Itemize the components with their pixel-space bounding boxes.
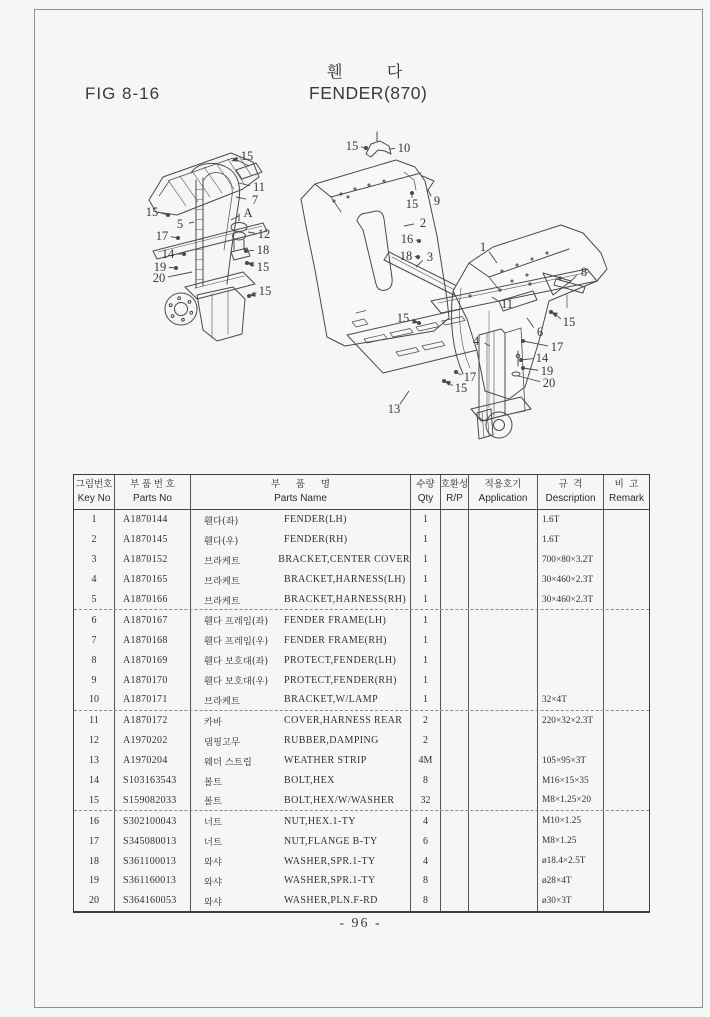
cell-application xyxy=(469,771,538,791)
cell-qty: 8 xyxy=(411,771,441,791)
cell-application xyxy=(469,731,538,751)
cell-parts-name: 너트 NUT,HEX.1-TY xyxy=(191,811,411,831)
cell-qty: 1 xyxy=(411,650,441,670)
cell-remark xyxy=(604,771,649,791)
leader-line xyxy=(168,272,192,277)
cell-parts-no: S345080013 xyxy=(115,831,191,851)
parts-table-body xyxy=(74,510,649,911)
callout-label: 5 xyxy=(176,217,184,231)
leader-line xyxy=(189,222,194,223)
callout-label: 8 xyxy=(580,265,588,279)
header-cell: 그림번호 Key No xyxy=(74,475,115,509)
cell-qty: 32 xyxy=(411,790,441,810)
callout-label: 2 xyxy=(419,216,427,230)
cell-description: ø18.4×2.5T xyxy=(538,851,604,871)
cell-qty: 4M xyxy=(411,751,441,771)
cell-rp xyxy=(441,711,469,731)
leader-line xyxy=(248,232,255,233)
callout-label: A xyxy=(243,206,253,220)
cell-remark xyxy=(604,871,649,891)
table-row xyxy=(74,530,649,550)
callout-label: 15 xyxy=(454,381,468,395)
table-row xyxy=(74,891,649,911)
cell-key-no: 16 xyxy=(74,811,115,831)
table-row xyxy=(74,790,649,810)
cell-qty: 1 xyxy=(411,610,441,630)
cell-remark xyxy=(604,510,649,530)
cell-key-no: 1 xyxy=(74,510,115,530)
cell-application xyxy=(469,711,538,731)
fastener-dot xyxy=(417,321,421,325)
header-cell: 부 품 번 호 Parts No xyxy=(115,475,191,509)
cell-qty: 1 xyxy=(411,570,441,590)
table-row xyxy=(74,710,649,731)
cell-rp xyxy=(441,871,469,891)
table-row xyxy=(74,771,649,791)
cell-description: ø30×3T xyxy=(538,891,604,911)
callout-label: 15 xyxy=(258,284,272,298)
table-row xyxy=(74,630,649,650)
cell-qty: 8 xyxy=(411,871,441,891)
callout-label: 15 xyxy=(396,311,410,325)
cell-description: 1.6T xyxy=(538,530,604,550)
cell-key-no: 12 xyxy=(74,731,115,751)
cell-rp xyxy=(441,831,469,851)
callout-label: 19 xyxy=(153,260,167,274)
cell-remark xyxy=(604,570,649,590)
cell-application xyxy=(469,891,538,911)
cell-parts-no: A1870171 xyxy=(115,690,191,710)
fastener-dot xyxy=(519,358,523,362)
callout-label: 15 xyxy=(145,205,159,219)
cell-parts-name: 와샤 WASHER,SPR.1-TY xyxy=(191,851,411,871)
cell-remark xyxy=(604,851,649,871)
cell-parts-name: 휀다 프레임(우) FENDER FRAME(RH) xyxy=(191,630,411,650)
cell-remark xyxy=(604,530,649,550)
table-row xyxy=(74,510,649,530)
cell-parts-no: A1870168 xyxy=(115,630,191,650)
cell-description: 32×4T xyxy=(538,690,604,710)
cell-key-no: 20 xyxy=(74,891,115,911)
table-row xyxy=(74,690,649,710)
cell-parts-no: A1870144 xyxy=(115,510,191,530)
cell-application xyxy=(469,530,538,550)
header-cell: 적용호기 Application xyxy=(469,475,538,509)
callout-label: 19 xyxy=(540,364,554,378)
cell-key-no: 17 xyxy=(74,831,115,851)
cell-description xyxy=(538,670,604,690)
table-row xyxy=(74,570,649,590)
cell-application xyxy=(469,831,538,851)
cell-rp xyxy=(441,790,469,810)
table-row xyxy=(74,831,649,851)
cell-parts-name: 너트 NUT,FLANGE B-TY xyxy=(191,831,411,851)
leader-arrowhead xyxy=(231,157,238,162)
cell-description: 220×32×2.3T xyxy=(538,711,604,731)
cell-parts-name: 볼트 BOLT,HEX/W/WASHER xyxy=(191,790,411,810)
cell-remark xyxy=(604,731,649,751)
cell-key-no: 18 xyxy=(74,851,115,871)
cell-application xyxy=(469,550,538,570)
cell-key-no: 5 xyxy=(74,590,115,610)
cell-description xyxy=(538,650,604,670)
fastener-dot xyxy=(454,370,458,374)
callout-label: 11 xyxy=(252,180,266,194)
parts-table-header xyxy=(74,475,649,510)
cell-remark xyxy=(604,711,649,731)
table-row xyxy=(74,810,649,831)
cell-application xyxy=(469,570,538,590)
cell-rp xyxy=(441,650,469,670)
cell-rp xyxy=(441,550,469,570)
cell-application xyxy=(469,510,538,530)
fastener-dot xyxy=(182,252,186,256)
figure-number: FIG 8-16 xyxy=(85,84,161,103)
fastener-dot xyxy=(416,255,420,259)
cell-parts-name: 댐핑고무 RUBBER,DAMPING xyxy=(191,731,411,751)
callout-label: 10 xyxy=(397,141,411,155)
cell-application xyxy=(469,851,538,871)
leader-line xyxy=(400,391,409,404)
cell-parts-no: A1870165 xyxy=(115,570,191,590)
table-row xyxy=(74,871,649,891)
cell-qty: 8 xyxy=(411,891,441,911)
lamp-clamp-art xyxy=(366,132,391,157)
cell-application xyxy=(469,670,538,690)
fastener-dot xyxy=(549,310,553,314)
cell-remark xyxy=(604,790,649,810)
cell-description: M8×1.25×20 xyxy=(538,790,604,810)
cell-key-no: 10 xyxy=(74,690,115,710)
page-title-korean: 휀 다 xyxy=(327,64,403,81)
callout-label: 15 xyxy=(405,197,419,211)
cell-parts-name: 브라케트 BRACKET,HARNESS(LH) xyxy=(191,570,411,590)
fastener-dot xyxy=(442,379,446,383)
cell-remark xyxy=(604,831,649,851)
callout-label: 14 xyxy=(161,247,175,261)
cell-description: 105×95×3T xyxy=(538,751,604,771)
cell-key-no: 11 xyxy=(74,711,115,731)
cell-parts-name: 휀다(좌) FENDER(LH) xyxy=(191,510,411,530)
callout-label: 18 xyxy=(399,249,413,263)
cell-parts-no: A1870166 xyxy=(115,590,191,610)
cell-key-no: 9 xyxy=(74,670,115,690)
table-row xyxy=(74,590,649,610)
parts-table xyxy=(73,474,650,913)
header-cell: 비 고 Remark xyxy=(608,478,644,504)
fastener-dot xyxy=(166,213,170,217)
cell-application xyxy=(469,690,538,710)
cell-remark xyxy=(604,590,649,610)
cell-description xyxy=(538,630,604,650)
cell-parts-name: 와샤 WASHER,PLN.F-RD xyxy=(191,891,411,911)
cell-remark xyxy=(604,610,649,630)
cell-rp xyxy=(441,630,469,650)
cell-qty: 6 xyxy=(411,831,441,851)
cell-qty: 1 xyxy=(411,690,441,710)
cell-parts-name: 웨더 스트립 WEATHER STRIP xyxy=(191,751,411,771)
cell-parts-no: S159082033 xyxy=(115,790,191,810)
cell-parts-no: S302100043 xyxy=(115,811,191,831)
callout-label: 7 xyxy=(251,193,259,207)
cell-parts-name: 카바 COVER,HARNESS REAR xyxy=(191,711,411,731)
callout-label: 17 xyxy=(155,229,169,243)
callout-label: 16 xyxy=(400,232,414,246)
callout-label: 4 xyxy=(472,334,480,348)
callout-label: 9 xyxy=(433,194,441,208)
cell-remark xyxy=(604,690,649,710)
cell-rp xyxy=(441,771,469,791)
callout-label: 17 xyxy=(550,340,564,354)
callout-label: 14 xyxy=(535,351,549,365)
fastener-dot xyxy=(176,236,180,240)
cell-key-no: 2 xyxy=(74,530,115,550)
callout-label: 20 xyxy=(152,271,166,285)
cell-description: 30×460×2.3T xyxy=(538,590,604,610)
callout-label: 17 xyxy=(463,370,477,384)
callout-label: 20 xyxy=(542,376,556,390)
callout-label: 15 xyxy=(345,139,359,153)
fastener-dot xyxy=(521,339,525,343)
fastener-dot xyxy=(245,261,249,265)
cell-parts-no: A1870169 xyxy=(115,650,191,670)
fastener-dot xyxy=(410,191,414,195)
leader-line xyxy=(236,197,246,199)
table-row xyxy=(74,751,649,771)
cell-remark xyxy=(604,751,649,771)
cell-rp xyxy=(441,731,469,751)
callout-label: 12 xyxy=(257,227,271,241)
cell-qty: 1 xyxy=(411,670,441,690)
cell-key-no: 4 xyxy=(74,570,115,590)
cell-rp xyxy=(441,811,469,831)
cell-parts-no: A1870170 xyxy=(115,670,191,690)
cell-parts-no: A1970204 xyxy=(115,751,191,771)
cell-description: 1.6T xyxy=(538,510,604,530)
cell-application xyxy=(469,650,538,670)
cell-key-no: 6 xyxy=(74,610,115,630)
cell-application xyxy=(469,871,538,891)
callout-label: 13 xyxy=(387,402,401,416)
cell-parts-no: A1870172 xyxy=(115,711,191,731)
header-cell: 호환성 R/P xyxy=(441,475,469,509)
cell-rp xyxy=(441,590,469,610)
cell-rp xyxy=(441,530,469,550)
cell-parts-name: 브라케트 BRACKET,HARNESS(RH) xyxy=(191,590,411,610)
fastener-dot xyxy=(174,266,178,270)
header-cell: 수량 Qty xyxy=(411,475,441,509)
callout-label: 15 xyxy=(256,260,270,274)
cell-key-no: 19 xyxy=(74,871,115,891)
leader-line xyxy=(231,215,240,220)
page-number: - 96 - xyxy=(339,916,382,931)
cell-description: M10×1.25 xyxy=(538,811,604,831)
table-row xyxy=(74,609,649,630)
cell-parts-name: 휀다 보호대(좌) PROTECT,FENDER(LH) xyxy=(191,650,411,670)
fastener-dot xyxy=(364,146,368,150)
callout-label: 1 xyxy=(479,240,487,254)
cell-qty: 2 xyxy=(411,711,441,731)
cell-application xyxy=(469,751,538,771)
cell-key-no: 3 xyxy=(74,550,115,570)
cell-rp xyxy=(441,751,469,771)
cell-key-no: 15 xyxy=(74,790,115,810)
cell-qty: 2 xyxy=(411,731,441,751)
callout-label: 15 xyxy=(240,149,254,163)
cell-key-no: 8 xyxy=(74,650,115,670)
cell-qty: 1 xyxy=(411,550,441,570)
cell-qty: 4 xyxy=(411,851,441,871)
table-row xyxy=(74,731,649,751)
cell-application xyxy=(469,610,538,630)
header-cell: 규 격 Description xyxy=(538,475,604,509)
cell-remark xyxy=(604,630,649,650)
fastener-dot xyxy=(247,294,251,298)
cell-qty: 1 xyxy=(411,590,441,610)
table-row xyxy=(74,851,649,871)
table-row xyxy=(74,550,649,570)
fastener-dot xyxy=(521,366,525,370)
table-row xyxy=(74,670,649,690)
cell-application xyxy=(469,630,538,650)
fastener-dot xyxy=(417,239,421,243)
cell-qty: 1 xyxy=(411,510,441,530)
callout-label: 15 xyxy=(562,315,576,329)
cell-rp xyxy=(441,690,469,710)
cell-rp xyxy=(441,851,469,871)
cell-parts-no: S103163543 xyxy=(115,771,191,791)
cell-rp xyxy=(441,891,469,911)
cell-parts-no: S361100013 xyxy=(115,851,191,871)
cell-parts-name: 브라케트 BRACKET,CENTER COVER xyxy=(191,550,411,570)
cell-remark xyxy=(604,670,649,690)
cell-description: 700×80×3.2T xyxy=(538,550,604,570)
cell-parts-no: S361160013 xyxy=(115,871,191,891)
cell-parts-name: 휀다(우) FENDER(RH) xyxy=(191,530,411,550)
cell-description: ø28×4T xyxy=(538,871,604,891)
cell-parts-no: A1870152 xyxy=(115,550,191,570)
cell-description: M8×1.25 xyxy=(538,831,604,851)
cell-description xyxy=(538,731,604,751)
cell-qty: 1 xyxy=(411,530,441,550)
cell-qty: 1 xyxy=(411,630,441,650)
cell-application xyxy=(469,811,538,831)
cell-remark xyxy=(604,811,649,831)
callout-label: 11 xyxy=(500,297,514,311)
cell-key-no: 7 xyxy=(74,630,115,650)
cell-parts-name: 휀다 프레임(좌) FENDER FRAME(LH) xyxy=(191,610,411,630)
page-title-english: FENDER(870) xyxy=(309,83,428,103)
cell-rp xyxy=(441,570,469,590)
cell-parts-no: A1870167 xyxy=(115,610,191,630)
cell-application xyxy=(469,590,538,610)
cell-parts-no: A1870145 xyxy=(115,530,191,550)
cell-key-no: 13 xyxy=(74,751,115,771)
cell-rp xyxy=(441,670,469,690)
fastener-dot xyxy=(244,249,248,253)
callout-label: 6 xyxy=(536,325,544,339)
cell-qty: 4 xyxy=(411,811,441,831)
wheel-hub-rh-art xyxy=(477,409,512,439)
callout-label: 3 xyxy=(426,250,434,264)
exploded-parts-diagram xyxy=(0,0,710,470)
cell-description: M16×15×35 xyxy=(538,771,604,791)
cell-rp xyxy=(441,510,469,530)
cell-key-no: 14 xyxy=(74,771,115,791)
cell-parts-name: 와샤 WASHER,SPR.1-TY xyxy=(191,871,411,891)
header-cell: 부 품 명 Parts Name xyxy=(191,475,411,509)
cell-application xyxy=(469,790,538,810)
cell-description xyxy=(538,610,604,630)
cell-parts-no: S364160053 xyxy=(115,891,191,911)
table-row xyxy=(74,650,649,670)
cell-remark xyxy=(604,550,649,570)
cell-parts-name: 브라케트 BRACKET,W/LAMP xyxy=(191,690,411,710)
cell-remark xyxy=(604,650,649,670)
cell-parts-name: 볼트 BOLT,HEX xyxy=(191,771,411,791)
cell-remark xyxy=(604,891,649,911)
leader-line xyxy=(390,148,395,149)
cell-parts-no: A1970202 xyxy=(115,731,191,751)
cell-parts-name: 휀다 보호대(우) PROTECT,FENDER(RH) xyxy=(191,670,411,690)
cell-description: 30×460×2.3T xyxy=(538,570,604,590)
callout-label: 18 xyxy=(256,243,270,257)
wheel-hub-lh-art xyxy=(165,287,245,341)
cell-rp xyxy=(441,610,469,630)
